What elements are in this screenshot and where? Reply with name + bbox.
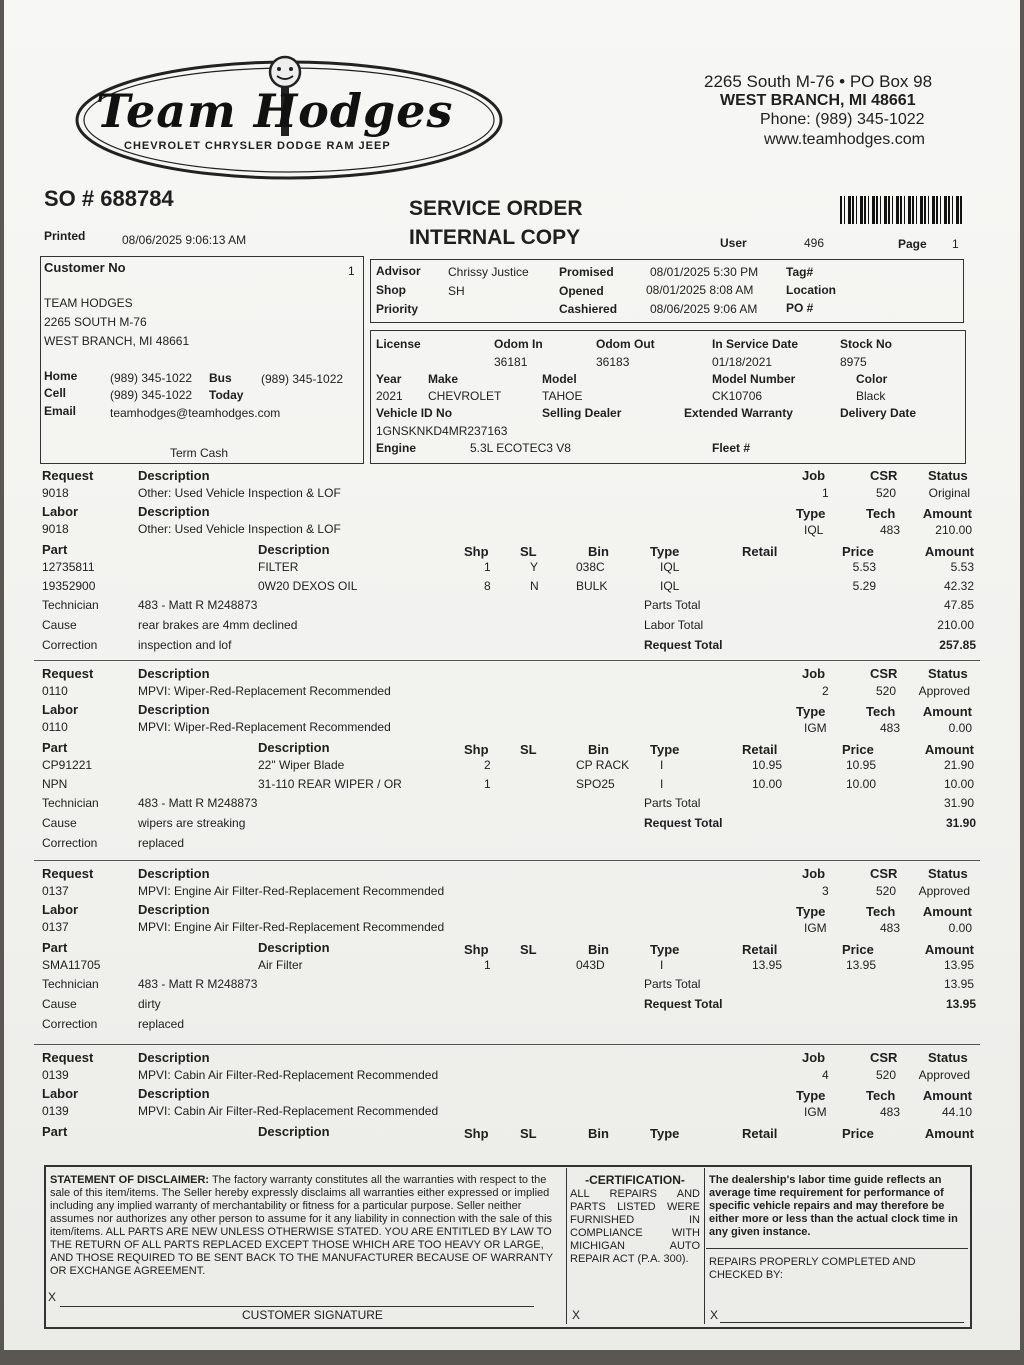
description-label: Description <box>138 1050 210 1065</box>
amount-label: Amount <box>922 704 972 719</box>
status-label: Status <box>928 1050 968 1065</box>
request-total-label: Request Total <box>644 997 723 1011</box>
labor-guide-text: The dealership's labor time guide reflects an average time requirement for performance of specific vehicle repairs and may therefore be either more or less than the actual clock time in any given instance. <box>709 1174 958 1238</box>
status-label: Status <box>928 866 968 881</box>
part-sl: Y <box>530 560 539 574</box>
labor-total-label: Labor Total <box>644 618 704 632</box>
bus-value: (989) 345-1022 <box>261 372 344 386</box>
tech-label: Tech <box>866 704 896 719</box>
tech-label: Tech <box>866 506 896 521</box>
printed-label: Printed <box>44 229 86 243</box>
part-number: CP91221 <box>42 758 93 772</box>
footer-divider-1 <box>566 1168 567 1324</box>
request-label: Request <box>42 866 94 881</box>
part-label: Part <box>42 940 68 955</box>
part-retail: 10.00 <box>751 777 782 791</box>
shp-label: Shp <box>464 942 489 957</box>
color-value: Black <box>856 389 886 403</box>
labor-tech: 483 <box>880 523 901 537</box>
bus-label: Bus <box>209 371 232 385</box>
job-separator <box>34 660 980 661</box>
disclaimer-body: The factory warranty constitutes all the warranties with respect to the sale of this item/items. The Seller hereby expressly disclaims all warranties either expressed or implied including any implied warranty of merchantability or fitness for a particular purpose. Seller neither assumes nor authorizes any other person to assume for it any liability in connection with the sale of this item/items. ALL PARTS ARE NEW UNLESS OTHERWISE STATED. YOU ARE ENTITLED BY LAW TO THE RETURN OF ALL PARTS REPLACED EXCEPT THOSE WHICH ARE TOO HEAVY OR LARGE, AND THOSE REQUIRED TO BE SENT BACK TO THE MANUFACTURER BECAUSE OF WARRANTY OR EXCHANGE AGREEMENT. <box>50 1174 553 1277</box>
request-label: Request <box>42 468 94 483</box>
page-label: Page <box>898 237 927 251</box>
part-label: Part <box>42 542 68 557</box>
job-status: Approved <box>918 1068 970 1082</box>
labor-total-value: 210.00 <box>937 618 974 632</box>
in-service-value: 01/18/2021 <box>712 355 773 369</box>
dealer-address-1: 2265 South M-76 • PO Box 98 <box>704 72 933 91</box>
type-label: Type <box>796 904 826 919</box>
job-separator <box>34 1044 980 1045</box>
part-description-label: Description <box>258 1124 330 1139</box>
priority-label: Priority <box>376 302 419 316</box>
model-number-label: Model Number <box>712 372 796 386</box>
parts-total-value: 47.85 <box>943 598 974 612</box>
labor-amount: 44.10 <box>941 1105 972 1119</box>
shop-label: Shop <box>376 283 406 297</box>
labor-description: MPVI: Wiper-Red-Replacement Recommended <box>138 720 391 734</box>
request-code: 0139 <box>42 1068 69 1082</box>
part-shp: 1 <box>484 958 491 972</box>
labor-code: 0137 <box>42 920 69 934</box>
dealer-website: www.teamhodges.com <box>764 131 925 148</box>
labor-description-label: Description <box>138 702 210 717</box>
opened-label: Opened <box>559 284 604 298</box>
dealer-phone: Phone: (989) 345-1022 <box>760 111 925 128</box>
parts-total-label: Parts Total <box>644 796 701 810</box>
description-label: Description <box>138 666 210 681</box>
year-value: 2021 <box>376 389 403 403</box>
request-total-value: 257.85 <box>939 638 976 652</box>
job-label: Job <box>802 866 826 881</box>
stock-label: Stock No <box>840 337 893 351</box>
printed-value: 08/06/2025 9:06:13 AM <box>122 233 247 247</box>
part-price: 5.53 <box>852 560 876 574</box>
job-label: Job <box>802 468 826 483</box>
part-amount-label: Amount <box>924 942 974 957</box>
part-shp: 8 <box>484 579 491 593</box>
part-shp: 1 <box>484 560 491 574</box>
model-label: Model <box>542 372 577 386</box>
in-service-label: In Service Date <box>712 337 799 351</box>
correction-value: inspection and lof <box>138 638 232 652</box>
labor-amount: 210.00 <box>935 523 972 537</box>
sl-label: SL <box>520 1126 537 1141</box>
cause-label: Cause <box>42 997 77 1011</box>
odom-out-value: 36183 <box>596 355 630 369</box>
part-number: 19352900 <box>42 579 96 593</box>
labor-code: 0139 <box>42 1104 69 1118</box>
dealer-address-2: WEST BRANCH, MI 48661 <box>720 92 916 109</box>
csr-label: CSR <box>870 1050 898 1065</box>
home-value: (989) 345-1022 <box>110 371 193 385</box>
part-description: Air Filter <box>258 958 303 972</box>
tech-label: Tech <box>866 1088 896 1103</box>
part-label: Part <box>42 1124 68 1139</box>
part-price: 10.95 <box>845 758 876 772</box>
make-label: Make <box>428 372 459 386</box>
part-amount: 5.53 <box>950 560 974 574</box>
part-amount-label: Amount <box>924 544 974 559</box>
labor-tech: 483 <box>880 921 901 935</box>
part-amount-label: Amount <box>924 742 974 757</box>
promised-label: Promised <box>559 265 614 279</box>
part-bin: 043D <box>576 958 605 972</box>
technician-label: Technician <box>42 796 99 810</box>
parts-total-label: Parts Total <box>644 598 701 612</box>
part-number: SMA11705 <box>42 958 101 972</box>
job-number: 1 <box>822 486 829 500</box>
model-value: TAHOE <box>542 389 583 403</box>
tech-label: Tech <box>866 904 896 919</box>
labor-label: Labor <box>42 1086 79 1101</box>
engine-value: 5.3L ECOTEC3 V8 <box>470 441 571 455</box>
sl-label: SL <box>520 742 537 757</box>
parts-total-label: Parts Total <box>644 977 701 991</box>
part-type-label: Type <box>650 1126 680 1141</box>
status-label: Status <box>928 468 968 483</box>
labor-code: 9018 <box>42 522 69 536</box>
certification-body: ALL REPAIRS AND PARTS LISTED WERE FURNISHED IN COMPLIANCE WITH MICHIGAN AUTO REPAIR ACT (P.A. 300). <box>570 1188 700 1265</box>
price-label: Price <box>842 544 874 559</box>
request-description: MPVI: Cabin Air Filter-Red-Replacement Recommended <box>138 1068 439 1082</box>
labor-amount: 0.00 <box>948 721 972 735</box>
request-code: 0110 <box>42 684 68 698</box>
request-total-label: Request Total <box>644 816 723 830</box>
labor-description: MPVI: Cabin Air Filter-Red-Replacement Recommended <box>138 1104 439 1118</box>
amount-label: Amount <box>922 904 972 919</box>
part-amount-label: Amount <box>924 1126 974 1141</box>
labor-label: Labor <box>42 504 79 519</box>
cashiered-label: Cashiered <box>559 302 618 316</box>
csr-label: CSR <box>870 666 898 681</box>
technician-value: 483 - Matt R M248873 <box>138 977 258 991</box>
shp-label: Shp <box>464 742 489 757</box>
part-type-label: Type <box>650 544 680 559</box>
promised-value: 08/01/2025 5:30 PM <box>650 265 759 279</box>
shp-label: Shp <box>464 544 489 559</box>
part-type: I <box>660 958 664 972</box>
job-status: Approved <box>918 684 970 698</box>
job-label: Job <box>802 666 826 681</box>
part-type: IQL <box>660 579 680 593</box>
request-total-value: 31.90 <box>945 816 976 830</box>
technician-label: Technician <box>42 598 99 612</box>
service-order-document <box>4 0 1020 1350</box>
customer-box <box>40 256 364 464</box>
part-bin: BULK <box>576 579 608 593</box>
logo-name: Team Hodges <box>96 84 454 138</box>
labor-description: MPVI: Engine Air Filter-Red-Replacement Recommended <box>138 920 445 934</box>
customer-city: WEST BRANCH, MI 48661 <box>44 334 190 348</box>
job-number: 4 <box>822 1068 829 1082</box>
year-label: Year <box>376 372 402 386</box>
term-text: Term Cash <box>170 446 229 460</box>
bin-label: Bin <box>588 544 609 559</box>
part-amount: 13.95 <box>943 958 974 972</box>
part-price: 13.95 <box>845 958 876 972</box>
request-label: Request <box>42 1050 94 1065</box>
color-label: Color <box>856 372 888 386</box>
location-label: Location <box>786 283 836 297</box>
part-shp: 1 <box>484 777 491 791</box>
job-status: Approved <box>918 884 970 898</box>
type-label: Type <box>796 704 826 719</box>
odom-in-label: Odom In <box>494 337 543 351</box>
footer-divider-2 <box>704 1168 705 1324</box>
part-type: I <box>660 758 664 772</box>
email-value: teamhodges@teamhodges.com <box>110 406 281 420</box>
logo-brands: CHEVROLET CHRYSLER DODGE RAM JEEP <box>124 140 391 152</box>
checked-x: X <box>710 1308 719 1322</box>
po-label: PO # <box>786 301 814 315</box>
part-amount: 10.00 <box>943 777 974 791</box>
ext-warranty-label: Extended Warranty <box>684 406 793 420</box>
labor-tech: 483 <box>880 1105 901 1119</box>
cause-value: dirty <box>138 997 161 1011</box>
dealer-logo <box>74 48 514 183</box>
disclaimer <box>50 1174 562 1278</box>
cause-label: Cause <box>42 816 77 830</box>
cashiered-value: 08/06/2025 9:06 AM <box>650 302 758 316</box>
user-value: 496 <box>804 236 825 250</box>
labor-guide-rule <box>706 1248 968 1249</box>
part-number: 12735811 <box>42 560 95 574</box>
today-label: Today <box>209 388 244 402</box>
correction-value: replaced <box>138 1017 185 1031</box>
certification-x: X <box>572 1308 581 1322</box>
part-description-label: Description <box>258 542 330 557</box>
part-type-label: Type <box>650 742 680 757</box>
stock-value: 8975 <box>840 355 867 369</box>
disclaimer-title: STATEMENT OF DISCLAIMER: <box>50 1174 210 1186</box>
request-description: Other: Used Vehicle Inspection & LOF <box>138 486 341 500</box>
labor-description: Other: Used Vehicle Inspection & LOF <box>138 522 341 536</box>
technician-value: 483 - Matt R M248873 <box>138 598 258 612</box>
model-number-value: CK10706 <box>712 389 763 403</box>
type-label: Type <box>796 506 826 521</box>
user-label: User <box>720 236 747 250</box>
part-type-label: Type <box>650 942 680 957</box>
part-description: 22" Wiper Blade <box>258 758 345 772</box>
csr-number: 520 <box>876 884 897 898</box>
part-retail: 13.95 <box>751 958 782 972</box>
request-description: MPVI: Engine Air Filter-Red-Replacement Recommended <box>138 884 445 898</box>
request-description: MPVI: Wiper-Red-Replacement Recommended <box>138 684 391 698</box>
sl-label: SL <box>520 544 537 559</box>
job-separator <box>34 860 980 861</box>
technician-label: Technician <box>42 977 99 991</box>
labor-amount: 0.00 <box>948 921 972 935</box>
parts-total-value: 31.90 <box>943 796 974 810</box>
doc-title-2: INTERNAL COPY <box>409 226 581 249</box>
part-type: IQL <box>660 560 680 574</box>
home-label: Home <box>44 369 78 383</box>
shop-value: SH <box>448 284 465 298</box>
part-sl: N <box>530 579 539 593</box>
part-type: I <box>660 777 664 791</box>
email-label: Email <box>44 404 77 418</box>
bin-label: Bin <box>588 1126 609 1141</box>
correction-label: Correction <box>42 836 98 850</box>
part-price: 10.00 <box>845 777 876 791</box>
license-label: License <box>376 337 421 351</box>
description-label: Description <box>138 468 210 483</box>
bin-label: Bin <box>588 742 609 757</box>
odom-in-value: 36181 <box>494 355 528 369</box>
cell-label: Cell <box>44 386 67 400</box>
csr-number: 520 <box>876 684 897 698</box>
labor-label: Labor <box>42 902 79 917</box>
part-amount: 42.32 <box>943 579 974 593</box>
labor-type: IGM <box>804 921 827 935</box>
price-label: Price <box>842 1126 874 1141</box>
labor-description-label: Description <box>138 1086 210 1101</box>
advisor-label: Advisor <box>376 264 421 278</box>
part-price: 5.29 <box>852 579 876 593</box>
make-value: CHEVROLET <box>428 389 502 403</box>
part-shp: 2 <box>484 758 491 772</box>
job-number: 3 <box>822 884 829 898</box>
amount-label: Amount <box>922 506 972 521</box>
engine-label: Engine <box>376 441 417 455</box>
part-description-label: Description <box>258 940 330 955</box>
vin-value: 1GNSKNKD4MR237163 <box>376 424 508 438</box>
description-label: Description <box>138 866 210 881</box>
part-bin: CP RACK <box>576 758 630 772</box>
labor-label: Labor <box>42 702 79 717</box>
tag-label: Tag# <box>786 265 814 279</box>
customer-no-value: 1 <box>348 264 355 278</box>
amount-label: Amount <box>922 1088 972 1103</box>
csr-label: CSR <box>870 866 898 881</box>
part-bin: 038C <box>576 560 605 574</box>
advisor-value: Chrissy Justice <box>448 265 529 279</box>
csr-number: 520 <box>876 486 897 500</box>
cause-value: rear brakes are 4mm declined <box>138 618 298 632</box>
shp-label: Shp <box>464 1126 489 1141</box>
correction-value: replaced <box>138 836 185 850</box>
csr-number: 520 <box>876 1068 897 1082</box>
labor-description-label: Description <box>138 504 210 519</box>
repairs-checked-label: REPAIRS PROPERLY COMPLETED AND CHECKED BY: <box>709 1256 916 1281</box>
request-code: 9018 <box>42 486 69 500</box>
labor-type: IGM <box>804 721 827 735</box>
signature-line <box>60 1306 534 1307</box>
labor-code: 0110 <box>42 720 68 734</box>
sl-label: SL <box>520 942 537 957</box>
odom-out-label: Odom Out <box>596 337 655 351</box>
barcode <box>840 196 962 224</box>
certification-title: -CERTIFICATION- <box>585 1173 685 1187</box>
fleet-label: Fleet # <box>712 441 751 455</box>
cause-value: wipers are streaking <box>138 816 246 830</box>
opened-value: 08/01/2025 8:08 AM <box>646 283 754 297</box>
signature-x: X <box>48 1290 57 1304</box>
vin-label: Vehicle ID No <box>376 406 453 420</box>
labor-type: IGM <box>804 1105 827 1119</box>
correction-label: Correction <box>42 638 98 652</box>
retail-label: Retail <box>742 742 778 757</box>
customer-signature-label: CUSTOMER SIGNATURE <box>242 1308 383 1322</box>
part-description: 31-110 REAR WIPER / OR <box>258 777 402 791</box>
parts-total-value: 13.95 <box>943 977 974 991</box>
type-label: Type <box>796 1088 826 1103</box>
delivery-label: Delivery Date <box>840 406 917 420</box>
doc-title-1: SERVICE ORDER <box>409 197 583 220</box>
job-status: Original <box>928 486 970 500</box>
customer-no-label: Customer No <box>44 260 126 275</box>
price-label: Price <box>842 942 874 957</box>
part-description: FILTER <box>258 560 299 574</box>
labor-type: IQL <box>804 523 824 537</box>
cause-label: Cause <box>42 618 77 632</box>
correction-label: Correction <box>42 1017 98 1031</box>
bin-label: Bin <box>588 942 609 957</box>
customer-name: TEAM HODGES <box>44 296 133 310</box>
price-label: Price <box>842 742 874 757</box>
customer-street: 2265 SOUTH M-76 <box>44 315 147 329</box>
part-retail: 10.95 <box>751 758 782 772</box>
part-amount: 21.90 <box>943 758 974 772</box>
page-value: 1 <box>952 237 959 251</box>
part-label: Part <box>42 740 68 755</box>
technician-value: 483 - Matt R M248873 <box>138 796 258 810</box>
retail-label: Retail <box>742 1126 778 1141</box>
request-total-label: Request Total <box>644 638 723 652</box>
job-number: 2 <box>822 684 829 698</box>
part-number: NPN <box>42 777 68 791</box>
cell-value: (989) 345-1022 <box>110 388 193 402</box>
retail-label: Retail <box>742 544 778 559</box>
part-bin: SPO25 <box>576 777 615 791</box>
part-description-label: Description <box>258 740 330 755</box>
retail-label: Retail <box>742 942 778 957</box>
request-label: Request <box>42 666 94 681</box>
status-label: Status <box>928 666 968 681</box>
request-code: 0137 <box>42 884 69 898</box>
labor-tech: 483 <box>880 721 901 735</box>
csr-label: CSR <box>870 468 898 483</box>
labor-description-label: Description <box>138 902 210 917</box>
part-description: 0W20 DEXOS OIL <box>258 579 358 593</box>
request-total-value: 13.95 <box>945 997 976 1011</box>
selling-dealer-label: Selling Dealer <box>542 406 622 420</box>
job-label: Job <box>802 1050 826 1065</box>
so-number: SO # 688784 <box>44 186 174 211</box>
checked-line <box>720 1322 964 1323</box>
